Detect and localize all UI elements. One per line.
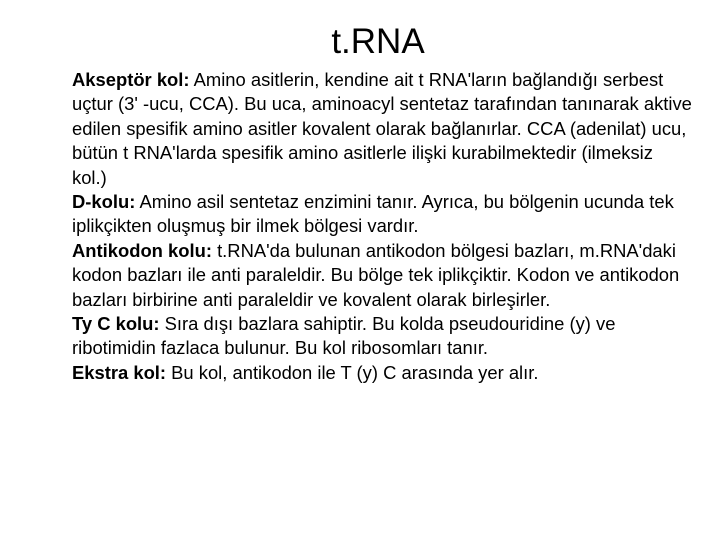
paragraph-akseptor-kol	[72, 68, 692, 190]
paragraph-label: Ty C kolu:	[72, 313, 160, 335]
paragraph-d-kolu	[72, 190, 692, 239]
paragraph-text: t.RNA'da bulunan antikodon bölgesi bazları, m.RNA'daki kodon bazları ile anti paraleldir. Bu bölge tek iplikçiktir. Kodon ve antikodon bazları birbirine anti paraleldir ve kovalent olarak birleşirler.	[72, 239, 680, 310]
paragraph-text: Sıra dışı bazlara sahiptir. Bu kolda pseudouridine (y) ve ribotimidin fazlaca bulunur. Bu kol ribosomları tanır.	[72, 313, 616, 359]
slide-title	[0, 20, 720, 64]
paragraph-text: Amino asil sentetaz enzimini tanır. Ayrıca, bu bölgenin ucunda tek iplikçikten oluşmuş bir ilmek bölgesi vardır.	[72, 191, 674, 237]
slide-title-text: t.RNA	[331, 22, 425, 61]
paragraph-text: Bu kol, antikodon ile T (y) C arasında yer alır.	[166, 361, 539, 383]
paragraph-ekstra-kol	[72, 361, 692, 385]
paragraph-label: Antikodon kolu:	[72, 239, 212, 261]
paragraph-antikodon-kolu	[72, 239, 692, 312]
paragraph-label: Akseptör kol:	[72, 69, 190, 90]
slide-content	[72, 68, 692, 385]
paragraph-ty-c-kolu	[72, 312, 692, 361]
paragraph-label: Ekstra kol:	[72, 361, 167, 383]
paragraph-text: Amino asitlerin, kendine ait t RNA'ların bağlandığı serbest uçtur (3' -ucu, CCA). Bu uca, aminoacyl sentetaz tarafından tanınarak aktive edilen spesifik amino asitler kovalent olarak bağlanırlar. CCA (adenilat) ucu, bütün t RNA'larda spesifik amino asitlerle ilişki kurabilmektedir (ilmeksiz kol.)	[72, 69, 692, 188]
paragraph-label: D-kolu:	[72, 191, 136, 213]
